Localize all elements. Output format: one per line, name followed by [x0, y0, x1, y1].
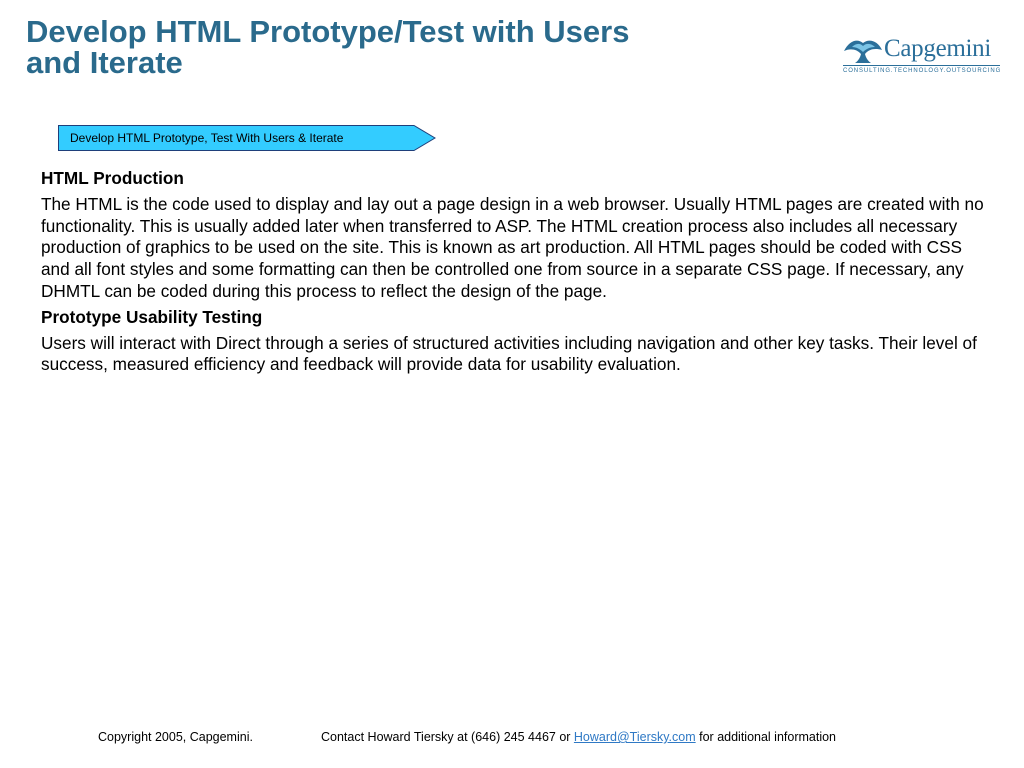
footer	[98, 729, 978, 745]
slide-content	[41, 168, 991, 376]
spade-mark-icon	[842, 37, 884, 65]
step-label: Develop HTML Prototype, Test With Users & Iterate	[70, 131, 344, 145]
footer-contact-prefix: Contact Howard Tiersky at (646) 245 4467 or	[321, 730, 574, 744]
section-heading-html-production: HTML Production	[41, 168, 184, 188]
section-body-html-production: The HTML is the code used to display and lay out a page design in a web browser. Usually HTML pages are created with no functionality. This is usually added later when transferred to ASP. The HTML creation process also includes all necessary production of graphics to be used on the site. This is known as art production. All HTML pages should be coded with CSS and all font styles and some formatting can then be controlled one from source in a separate CSS page. If necessary, any DHMTL can be coded during this process to reflect the design of the page.	[41, 193, 984, 301]
section-heading-usability-testing: Prototype Usability Testing	[41, 306, 263, 327]
logo-divider	[843, 65, 1000, 66]
capgemini-logo	[840, 34, 1002, 78]
footer-contact-suffix: for additional information	[695, 730, 837, 744]
slide-title-line-2: and Iterate	[26, 45, 183, 80]
footer-copyright: Copyright 2005, Capgemini.	[98, 730, 253, 744]
section-body-usability-testing: Users will interact with Direct through a series of structured activities including navigation and other key tasks. Their level of success, measured efficiency and feedback will provide data for usability evaluation.	[41, 332, 977, 375]
slide-title-line-1: Develop HTML Prototype/Test with Users	[26, 14, 630, 49]
logo-tagline: CONSULTING.TECHNOLOGY.OUTSOURCING	[843, 68, 1002, 74]
process-step-arrow	[58, 125, 436, 151]
contact-email-link[interactable]: Howard@Tiersky.com	[573, 730, 696, 744]
logo-wordmark: Capgemini	[884, 35, 992, 62]
slide-title	[26, 16, 746, 78]
footer-contact	[321, 729, 836, 745]
